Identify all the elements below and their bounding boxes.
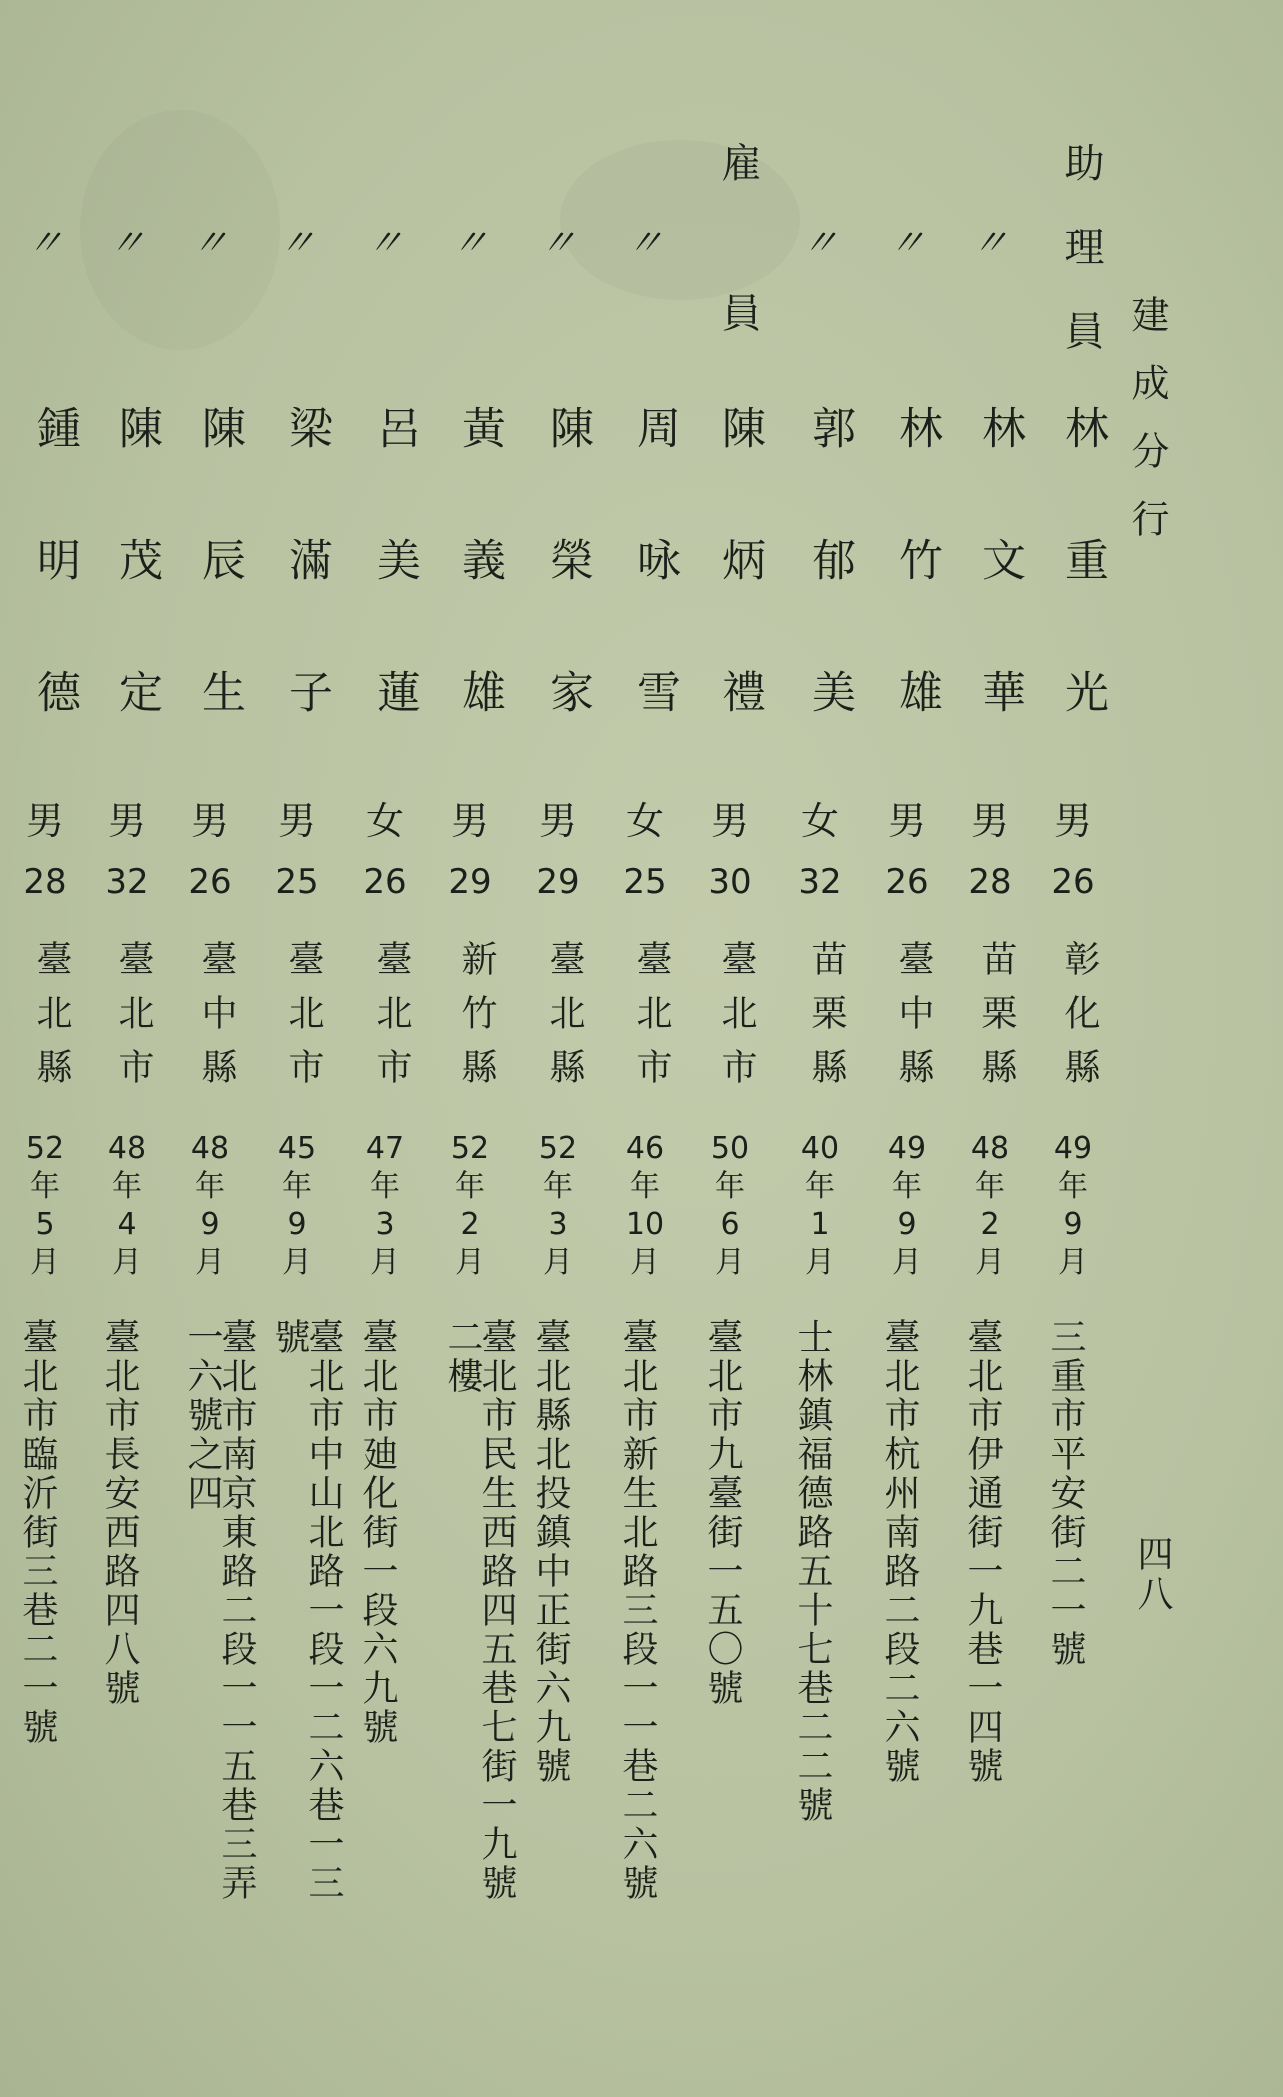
native-place: 臺北縣 [31, 940, 72, 1102]
native-place: 臺北市 [283, 940, 324, 1102]
service-date-part: 10 [625, 1207, 665, 1242]
service-date [610, 1130, 680, 1282]
staff-row [435, 0, 517, 2097]
gender: 男 [190, 799, 229, 843]
service-date-part: 月 [112, 1245, 142, 1280]
service-date-part: 3 [548, 1207, 568, 1242]
service-date-part: 48 [107, 1131, 147, 1166]
staff-name: 陳炳禮 [714, 405, 765, 801]
staff-row [10, 0, 80, 2097]
service-date-part: 1 [810, 1207, 830, 1242]
address: 臺北市新生北路三段一一巷二六號 [617, 1318, 658, 1903]
address: 臺北市九臺街一五〇號 [702, 1318, 743, 1708]
gender: 女 [365, 799, 404, 843]
service-date-part: 月 [975, 1245, 1005, 1280]
staff-row [350, 0, 420, 2097]
service-date-part: 年 [543, 1169, 573, 1204]
staff-name: 梁滿子 [281, 405, 332, 801]
native-place: 臺北市 [113, 940, 154, 1102]
service-date-part: 月 [455, 1245, 485, 1280]
title-ditto-mark: 〃 [798, 223, 841, 264]
service-date-part: 52 [25, 1131, 65, 1166]
gender: 男 [970, 799, 1009, 843]
native-place: 苗栗縣 [806, 940, 847, 1102]
service-date-part: 40 [800, 1131, 840, 1166]
service-date-part: 月 [370, 1245, 400, 1280]
service-date [695, 1130, 765, 1282]
service-date-part: 45 [277, 1131, 317, 1166]
address: 臺北市中山北路一段一二六巷一三號 [269, 1318, 344, 1903]
staff-name: 郭郁美 [804, 405, 855, 801]
service-date-part: 年 [370, 1169, 400, 1204]
service-date [785, 1130, 855, 1282]
staff-row [175, 0, 257, 2097]
native-place: 苗栗縣 [976, 940, 1017, 1102]
job-title: 助理員 [1058, 142, 1104, 394]
staff-row [610, 0, 680, 2097]
address: 三重市平安街二一號 [1045, 1318, 1086, 1669]
gender: 男 [450, 799, 489, 843]
native-place: 臺中縣 [196, 940, 237, 1102]
title-ditto-mark: 〃 [23, 223, 66, 264]
service-date-part: 49 [1053, 1131, 1093, 1166]
address: 臺北市民生西路四五巷七街一九號二樓 [442, 1318, 517, 1903]
staff-row [955, 0, 1025, 2097]
service-date [262, 1130, 332, 1282]
title-ditto-mark: 〃 [885, 223, 928, 264]
address: 臺北縣北投鎮中正街六九號 [530, 1318, 571, 1786]
service-date-part: 5 [35, 1207, 55, 1242]
service-date [350, 1130, 420, 1282]
native-place: 新竹縣 [456, 940, 497, 1102]
title-ditto-mark: 〃 [275, 223, 318, 264]
staff-name: 林重光 [1057, 405, 1108, 801]
staff-row [1038, 0, 1108, 2097]
service-date-part: 月 [805, 1245, 835, 1280]
service-date [435, 1130, 505, 1282]
native-place: 彰化縣 [1059, 940, 1100, 1102]
service-date [92, 1130, 162, 1282]
native-place: 臺北縣 [544, 940, 585, 1102]
staff-name: 陳榮家 [542, 405, 593, 801]
service-date [872, 1130, 942, 1282]
gender: 男 [277, 799, 316, 843]
address: 士林鎮福德路五十七巷二二號 [792, 1318, 833, 1825]
age: 26 [885, 862, 929, 902]
age: 25 [275, 862, 319, 902]
staff-row [695, 0, 765, 2097]
gender: 男 [710, 799, 749, 843]
staff-row [92, 0, 162, 2097]
address: 臺北市廸化街一段六九號 [357, 1318, 398, 1747]
service-date-part: 52 [538, 1131, 578, 1166]
service-date-part: 6 [720, 1207, 740, 1242]
service-date-part: 年 [30, 1169, 60, 1204]
staff-row [262, 0, 344, 2097]
address: 臺北市杭州南路二段二六號 [879, 1318, 920, 1786]
age: 28 [968, 862, 1012, 902]
address: 臺北市南京東路二段一一五巷三弄一六號之四 [182, 1318, 257, 1903]
service-date-part: 月 [195, 1245, 225, 1280]
service-date-part: 2 [980, 1207, 1000, 1242]
staff-name: 陳茂定 [111, 405, 162, 801]
service-date-part: 52 [450, 1131, 490, 1166]
service-date-part: 50 [710, 1131, 750, 1166]
title-ditto-mark: 〃 [968, 223, 1011, 264]
service-date-part: 月 [282, 1245, 312, 1280]
age: 29 [448, 862, 492, 902]
native-place: 臺北市 [716, 940, 757, 1102]
service-date-part: 4 [117, 1207, 137, 1242]
age: 26 [1051, 862, 1095, 902]
service-date-part: 年 [715, 1169, 745, 1204]
gender: 男 [107, 799, 146, 843]
title-ditto-mark: 〃 [105, 223, 148, 264]
age: 26 [363, 862, 407, 902]
address: 臺北市伊通街一九巷一四號 [962, 1318, 1003, 1786]
page-number: 四八 [1132, 1535, 1173, 1615]
service-date-part: 49 [887, 1131, 927, 1166]
service-date-part: 月 [30, 1245, 60, 1280]
staff-name: 周咏雪 [629, 405, 680, 801]
staff-row [785, 0, 855, 2097]
title-ditto-mark: 〃 [188, 223, 231, 264]
age: 32 [798, 862, 842, 902]
service-date-part: 月 [543, 1245, 573, 1280]
staff-row [523, 0, 593, 2097]
service-date-part: 2 [460, 1207, 480, 1242]
service-date-part: 年 [282, 1169, 312, 1204]
section-title: 建成分行 [1125, 295, 1169, 567]
service-date [175, 1130, 245, 1282]
gender: 女 [625, 799, 664, 843]
service-date-part: 年 [112, 1169, 142, 1204]
gender: 男 [1053, 799, 1092, 843]
staff-name: 呂美蓮 [369, 405, 420, 801]
title-ditto-mark: 〃 [536, 223, 579, 264]
service-date-part: 年 [630, 1169, 660, 1204]
service-date-part: 9 [287, 1207, 307, 1242]
service-date [10, 1130, 80, 1282]
service-date-part: 年 [975, 1169, 1005, 1204]
service-date-part: 年 [805, 1169, 835, 1204]
service-date-part: 46 [625, 1131, 665, 1166]
service-date-part: 月 [1058, 1245, 1088, 1280]
staff-name: 林竹雄 [891, 405, 942, 801]
service-date-part: 48 [190, 1131, 230, 1166]
age: 28 [23, 862, 67, 902]
service-date-part: 年 [1058, 1169, 1088, 1204]
service-date [523, 1130, 593, 1282]
native-place: 臺北市 [371, 940, 412, 1102]
age: 25 [623, 862, 667, 902]
staff-row [872, 0, 942, 2097]
service-date [955, 1130, 1025, 1282]
native-place: 臺北市 [631, 940, 672, 1102]
age: 29 [536, 862, 580, 902]
service-date-part: 年 [892, 1169, 922, 1204]
service-date-part: 48 [970, 1131, 1010, 1166]
staff-name: 黃義雄 [454, 405, 505, 801]
staff-name: 陳辰生 [194, 405, 245, 801]
address: 臺北市臨沂街三巷二一號 [17, 1318, 58, 1747]
staff-name: 林文華 [974, 405, 1025, 801]
job-title: 雇員 [715, 142, 761, 442]
age: 26 [188, 862, 232, 902]
age: 30 [708, 862, 752, 902]
service-date-part: 年 [195, 1169, 225, 1204]
service-date [1038, 1130, 1108, 1282]
service-date-part: 9 [1063, 1207, 1083, 1242]
title-ditto-mark: 〃 [623, 223, 666, 264]
gender: 男 [538, 799, 577, 843]
gender: 男 [887, 799, 926, 843]
service-date-part: 月 [892, 1245, 922, 1280]
service-date-part: 9 [897, 1207, 917, 1242]
service-date-part: 月 [715, 1245, 745, 1280]
service-date-part: 年 [455, 1169, 485, 1204]
service-date-part: 月 [630, 1245, 660, 1280]
age: 32 [105, 862, 149, 902]
title-ditto-mark: 〃 [363, 223, 406, 264]
service-date-part: 3 [375, 1207, 395, 1242]
staff-name: 鍾明德 [29, 405, 80, 801]
gender: 女 [800, 799, 839, 843]
address: 臺北市長安西路四八號 [99, 1318, 140, 1708]
native-place: 臺中縣 [893, 940, 934, 1102]
service-date-part: 47 [365, 1131, 405, 1166]
gender: 男 [25, 799, 64, 843]
service-date-part: 9 [200, 1207, 220, 1242]
title-ditto-mark: 〃 [448, 223, 491, 264]
